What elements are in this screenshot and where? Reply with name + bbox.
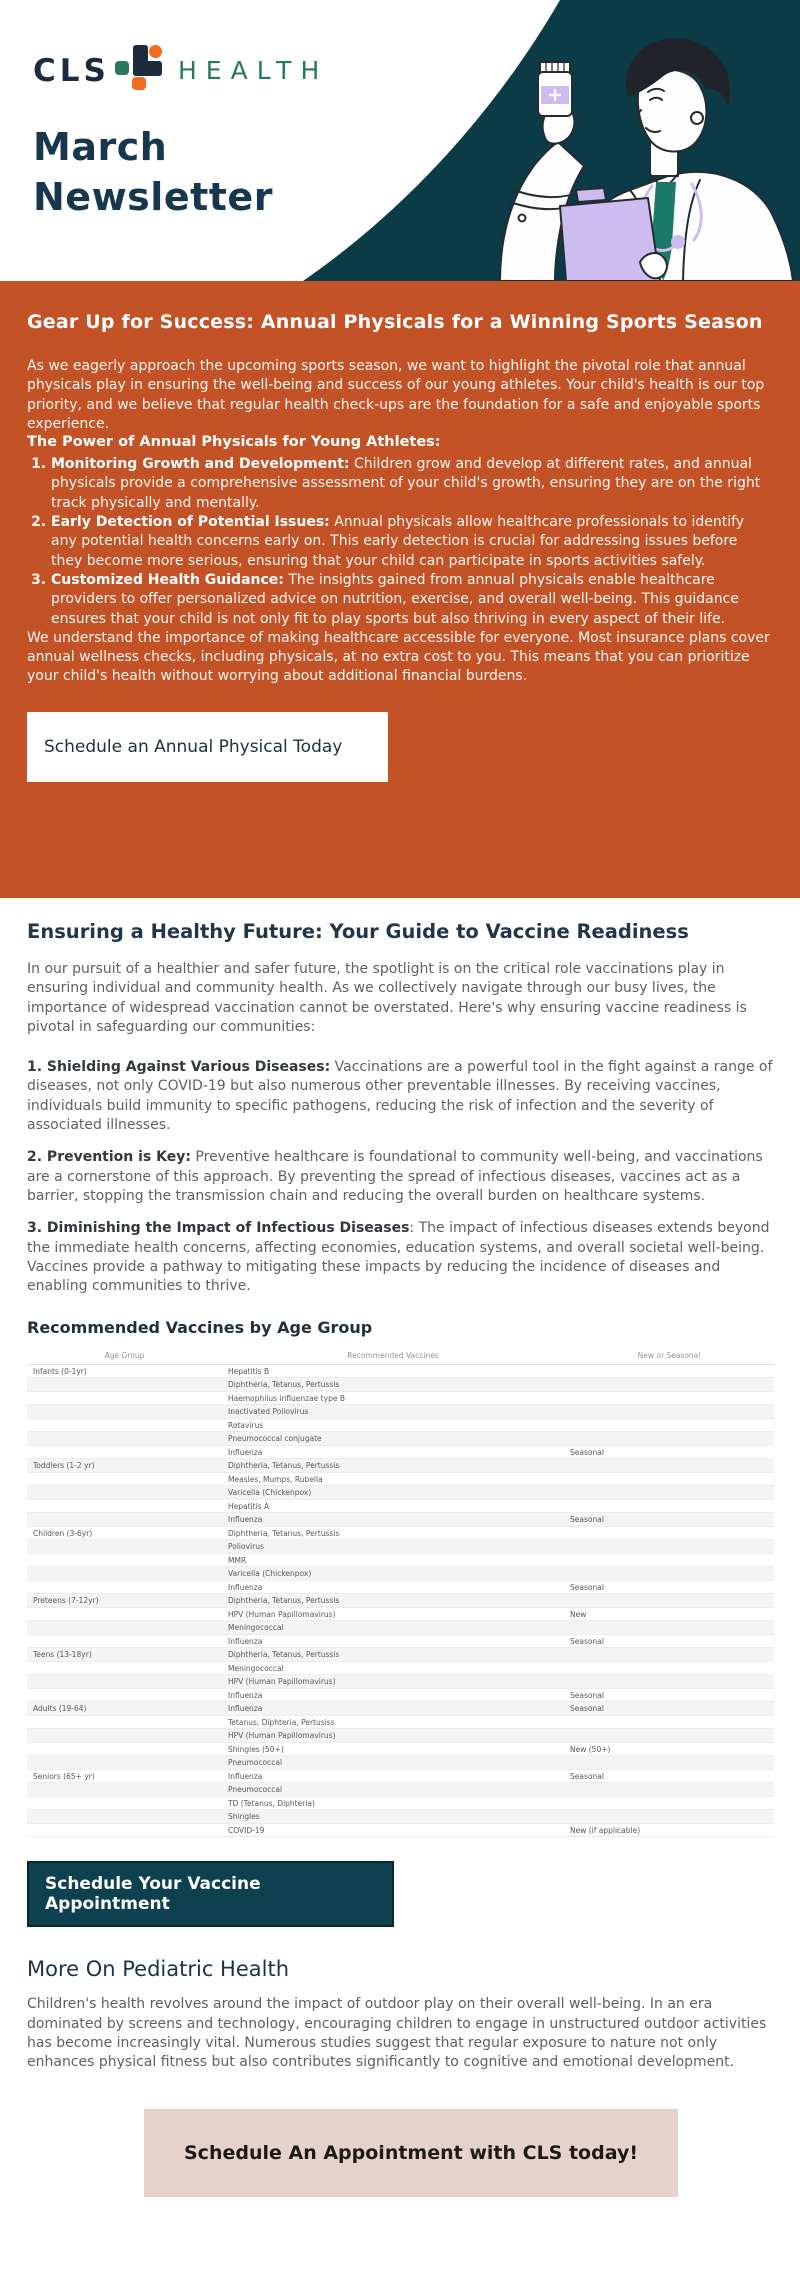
cell-age-group (27, 1580, 222, 1594)
cell-vaccine: Influenza (222, 1634, 564, 1648)
cell-vaccine: COVID-19 (222, 1823, 564, 1837)
cell-vaccine: Haemophilus influenzae type B (222, 1391, 564, 1405)
cell-age-group (27, 1567, 222, 1581)
cell-new-or-seasonal (564, 1594, 774, 1608)
schedule-appointment-cls-button[interactable]: Schedule An Appointment with CLS today! (144, 2109, 678, 2197)
cell-age-group (27, 1391, 222, 1405)
cell-vaccine: Diphtheria, Tetanus, Pertussis (222, 1648, 564, 1662)
cell-new-or-seasonal (564, 1553, 774, 1567)
medical-cross-icon (115, 45, 163, 90)
cell-age-group (27, 1513, 222, 1527)
schedule-physical-button[interactable]: Schedule an Annual Physical Today (27, 712, 388, 782)
column-header-age-group: Age Group (27, 1347, 222, 1364)
schedule-vaccine-button[interactable]: Schedule Your Vaccine Appointment (27, 1861, 394, 1927)
cell-new-or-seasonal (564, 1378, 774, 1392)
cell-vaccine: Diphtheria, Tetanus, Pertussis (222, 1459, 564, 1473)
table-row (27, 1634, 774, 1648)
cell-new-or-seasonal (564, 1486, 774, 1500)
vaccine-table-body (27, 1364, 774, 1837)
cell-new-or-seasonal (564, 1418, 774, 1432)
cell-vaccine: Influenza (222, 1513, 564, 1527)
cell-vaccine: Shingles (50+) (222, 1742, 564, 1756)
cell-new-or-seasonal (564, 1729, 774, 1743)
table-row (27, 1391, 774, 1405)
table-row (27, 1756, 774, 1770)
table-row (27, 1378, 774, 1392)
cell-vaccine: Hepatitis A (222, 1499, 564, 1513)
cell-vaccine: Meningococcal (222, 1621, 564, 1635)
cell-age-group (27, 1810, 222, 1824)
cell-new-or-seasonal: Seasonal (564, 1702, 774, 1716)
table-row (27, 1486, 774, 1500)
cell-age-group (27, 1486, 222, 1500)
cell-new-or-seasonal (564, 1648, 774, 1662)
cell-vaccine: Varicella (Chickenpox) (222, 1486, 564, 1500)
cell-age-group (27, 1756, 222, 1770)
cell-age-group (27, 1823, 222, 1837)
cell-vaccine: Influenza (222, 1580, 564, 1594)
cell-new-or-seasonal (564, 1796, 774, 1810)
cell-age-group (27, 1796, 222, 1810)
cell-age-group (27, 1553, 222, 1567)
logo-health-text: HEALTH (178, 56, 329, 85)
table-row (27, 1418, 774, 1432)
cell-age-group (27, 1634, 222, 1648)
cell-new-or-seasonal (564, 1459, 774, 1473)
cell-age-group (27, 1418, 222, 1432)
table-row (27, 1621, 774, 1635)
cell-new-or-seasonal (564, 1756, 774, 1770)
table-row (27, 1540, 774, 1554)
table-row (27, 1553, 774, 1567)
table-row (27, 1513, 774, 1527)
cell-age-group (27, 1729, 222, 1743)
table-row (27, 1742, 774, 1756)
cell-vaccine: Influenza (222, 1769, 564, 1783)
cell-new-or-seasonal: Seasonal (564, 1634, 774, 1648)
cell-new-or-seasonal (564, 1810, 774, 1824)
cell-vaccine: Diphtheria, Tetanus, Pertussis (222, 1526, 564, 1540)
table-row (27, 1823, 774, 1837)
table-row (27, 1432, 774, 1446)
table-row (27, 1648, 774, 1662)
cell-new-or-seasonal (564, 1432, 774, 1446)
table-row (27, 1769, 774, 1783)
cell-new-or-seasonal (564, 1405, 774, 1419)
column-header-new-or-seasonal: New or Seasonal (564, 1347, 774, 1364)
table-row (27, 1729, 774, 1743)
cell-age-group (27, 1715, 222, 1729)
cell-new-or-seasonal: Seasonal (564, 1513, 774, 1527)
vaccine-table (27, 1347, 774, 1837)
cell-age-group (27, 1472, 222, 1486)
cell-age-group: Preteens (7-12yr) (27, 1594, 222, 1608)
table-header-row (27, 1347, 774, 1364)
table-row (27, 1594, 774, 1608)
cell-age-group (27, 1499, 222, 1513)
cell-age-group (27, 1661, 222, 1675)
column-header-recommended-vaccines: Recommended Vaccines (222, 1347, 564, 1364)
vaccine-readiness-section (0, 898, 800, 2197)
sports-physicals-section (0, 281, 800, 898)
cell-vaccine: Influenza (222, 1702, 564, 1716)
table-row (27, 1607, 774, 1621)
cell-vaccine: HPV (Human Papillomavirus) (222, 1729, 564, 1743)
cell-vaccine: Pneumococcal (222, 1783, 564, 1797)
cell-new-or-seasonal (564, 1364, 774, 1378)
cell-age-group: Infants (0-1yr) (27, 1364, 222, 1378)
newsletter-title-line2: Newsletter (33, 175, 273, 219)
list-item: 3. Customized Health Guidance: The insights gained from annual physicals enable healthcare providers to offer personalized advice on nutrition, exercise, and overall well-being. This guidance ensures that your child is not only fit to play sports but also thriving in every aspect of their life. (51, 571, 773, 629)
cell-vaccine: Measles, Mumps, Rubella (222, 1472, 564, 1486)
cell-vaccine: TD (Tetanus, Diphteria) (222, 1796, 564, 1810)
cell-new-or-seasonal (564, 1661, 774, 1675)
cell-new-or-seasonal (564, 1391, 774, 1405)
table-row (27, 1796, 774, 1810)
cell-new-or-seasonal: Seasonal (564, 1445, 774, 1459)
cell-age-group (27, 1742, 222, 1756)
cell-vaccine: Diphtheria, Tetanus, Pertussis (222, 1594, 564, 1608)
cell-vaccine: MMR (222, 1553, 564, 1567)
table-row (27, 1715, 774, 1729)
cell-age-group (27, 1378, 222, 1392)
cell-new-or-seasonal: New (50+) (564, 1742, 774, 1756)
cell-age-group (27, 1445, 222, 1459)
cell-vaccine: Meningococcal (222, 1661, 564, 1675)
cell-new-or-seasonal (564, 1472, 774, 1486)
pediatric-paragraph: Children's health revolves around the impact of outdoor play on their overall well-being. In an era dominated by screens and technology, encouraging children to engage in unstructured outdoor activities has become increasingly vital. Numerous studies suggest that regular exposure to nature not only enhances physical fitness but also contributes significantly to cognitive and emotional development. (27, 1996, 767, 2071)
sports-outro-paragraph: We understand the importance of making healthcare accessible for everyone. Most insurance plans cover annual wellness checks, including physicals, at no extra cost to you. This means that you can prioritize your child's health without worrying about additional financial burdens. (27, 629, 770, 685)
cell-vaccine: Inactivated Poliovirus (222, 1405, 564, 1419)
cell-new-or-seasonal: Seasonal (564, 1769, 774, 1783)
vaccine-intro-paragraph: In our pursuit of a healthier and safer future, the spotlight is on the critical role vaccinations play in ensuring individual and community health. As we collectively navigate through our busy lives, the importance of widespread vaccination cannot be overstated. Here's why ensuring vaccine readiness is pivotal in safeguarding our communities: (27, 961, 747, 1035)
sports-section-heading: Gear Up for Success: Annual Physicals for a Winning Sports Season (27, 311, 763, 333)
sports-benefits-list (27, 455, 773, 629)
table-row (27, 1567, 774, 1581)
cell-new-or-seasonal (564, 1675, 774, 1689)
newsletter-title-line1: March (33, 125, 168, 169)
cell-age-group (27, 1405, 222, 1419)
vaccine-section-heading: Ensuring a Healthy Future: Your Guide to Vaccine Readiness (27, 920, 689, 943)
cell-new-or-seasonal (564, 1526, 774, 1540)
sports-list-title: The Power of Annual Physicals for Young Athletes: (27, 434, 441, 451)
newsletter-title (33, 122, 273, 222)
cell-age-group: Seniors (65+ yr) (27, 1769, 222, 1783)
table-row (27, 1459, 774, 1473)
cell-age-group (27, 1432, 222, 1446)
cell-vaccine: Shingles (222, 1810, 564, 1824)
sports-intro-paragraph: As we eagerly approach the upcoming sports season, we want to highlight the pivotal role that annual physicals play in ensuring the well-being and success of our young athletes. Your child's health is our top priority, and we believe that regular health check-ups are the foundation for a safe and enjoyable sports experience. (27, 358, 765, 432)
cell-vaccine: HPV (Human Papillomavirus) (222, 1675, 564, 1689)
cell-age-group: Teens (13-18yr) (27, 1648, 222, 1662)
pediatric-section-heading: More On Pediatric Health (27, 1957, 289, 1982)
list-item: 1. Monitoring Growth and Development: Children grow and develop at different rates, and annual physicals provide a comprehensive assessment of your child's growth, ensuring they are on the right track physically and mentally. (51, 455, 773, 513)
list-item: 2. Early Detection of Potential Issues: Annual physicals allow healthcare professionals to identify any potential health concerns early on. This early detection is crucial for addressing issues before they become more serious, ensuring that your child can participate in sports activities safely. (51, 513, 773, 571)
cell-age-group (27, 1621, 222, 1635)
cell-new-or-seasonal (564, 1715, 774, 1729)
cell-vaccine: HPV (Human Papillomavirus) (222, 1607, 564, 1621)
vaccine-point: 3. Diminishing the Impact of Infectious Diseases: The impact of infectious diseases extends beyond the immediate health concerns, affecting economies, education systems, and overall societal well-being. Vaccines provide a pathway to mitigating these impacts by reducing the incidence of diseases and enabling communities to thrive. (27, 1220, 770, 1295)
cell-new-or-seasonal (564, 1621, 774, 1635)
cell-vaccine: Pneumococcal (222, 1756, 564, 1770)
table-row (27, 1580, 774, 1594)
cell-new-or-seasonal: New (if applicable) (564, 1823, 774, 1837)
cell-age-group: Toddlers (1-2 yr) (27, 1459, 222, 1473)
table-row (27, 1472, 774, 1486)
table-row (27, 1661, 774, 1675)
table-row (27, 1688, 774, 1702)
cell-vaccine: Influenza (222, 1688, 564, 1702)
table-row (27, 1499, 774, 1513)
cell-vaccine: Rotavirus (222, 1418, 564, 1432)
cell-age-group (27, 1783, 222, 1797)
cell-new-or-seasonal: Seasonal (564, 1580, 774, 1594)
cell-age-group (27, 1607, 222, 1621)
cell-new-or-seasonal: New (564, 1607, 774, 1621)
table-row (27, 1783, 774, 1797)
cell-vaccine: Tetanus, Diphteria, Pertusiss (222, 1715, 564, 1729)
cell-vaccine: Poliovirus (222, 1540, 564, 1554)
table-row (27, 1405, 774, 1419)
table-row (27, 1675, 774, 1689)
cell-new-or-seasonal: Seasonal (564, 1688, 774, 1702)
cell-new-or-seasonal (564, 1540, 774, 1554)
table-row (27, 1526, 774, 1540)
cell-vaccine: Diphtheria, Tetanus, Pertussis (222, 1378, 564, 1392)
cell-age-group: Adults (19-64) (27, 1702, 222, 1716)
cell-new-or-seasonal (564, 1783, 774, 1797)
cell-vaccine: Varicella (Chickenpox) (222, 1567, 564, 1581)
cell-vaccine: Influenza (222, 1445, 564, 1459)
cell-vaccine: Pneumococcal conjugate (222, 1432, 564, 1446)
table-row (27, 1445, 774, 1459)
cell-vaccine: Hepatitis B (222, 1364, 564, 1378)
cell-new-or-seasonal (564, 1567, 774, 1581)
table-row (27, 1810, 774, 1824)
cell-age-group: Children (3-6yr) (27, 1526, 222, 1540)
vaccine-table-title: Recommended Vaccines by Age Group (27, 1318, 373, 1338)
table-row (27, 1702, 774, 1716)
vaccine-point: 2. Prevention is Key: Preventive healthcare is foundational to community well-being, and vaccinations are a cornerstone of this approach. By preventing the spread of infectious diseases, vaccines act as a barrier, stopping the transmission chain and reducing the overall burden on healthcare systems. (27, 1149, 763, 1204)
cell-age-group (27, 1688, 222, 1702)
cell-age-group (27, 1540, 222, 1554)
vaccine-point: 1. Shielding Against Various Diseases: Vaccinations are a powerful tool in the fight against a range of diseases, not only COVID-19 but also numerous other preventable illnesses. By receiving vaccines, individuals build immunity to specific pathogens, reducing the risk of infection and the severity of associated illnesses. (27, 1059, 773, 1134)
cell-new-or-seasonal (564, 1499, 774, 1513)
logo-cls-text: CLS (33, 53, 110, 89)
table-row (27, 1364, 774, 1378)
cell-age-group (27, 1675, 222, 1689)
header (0, 0, 800, 281)
